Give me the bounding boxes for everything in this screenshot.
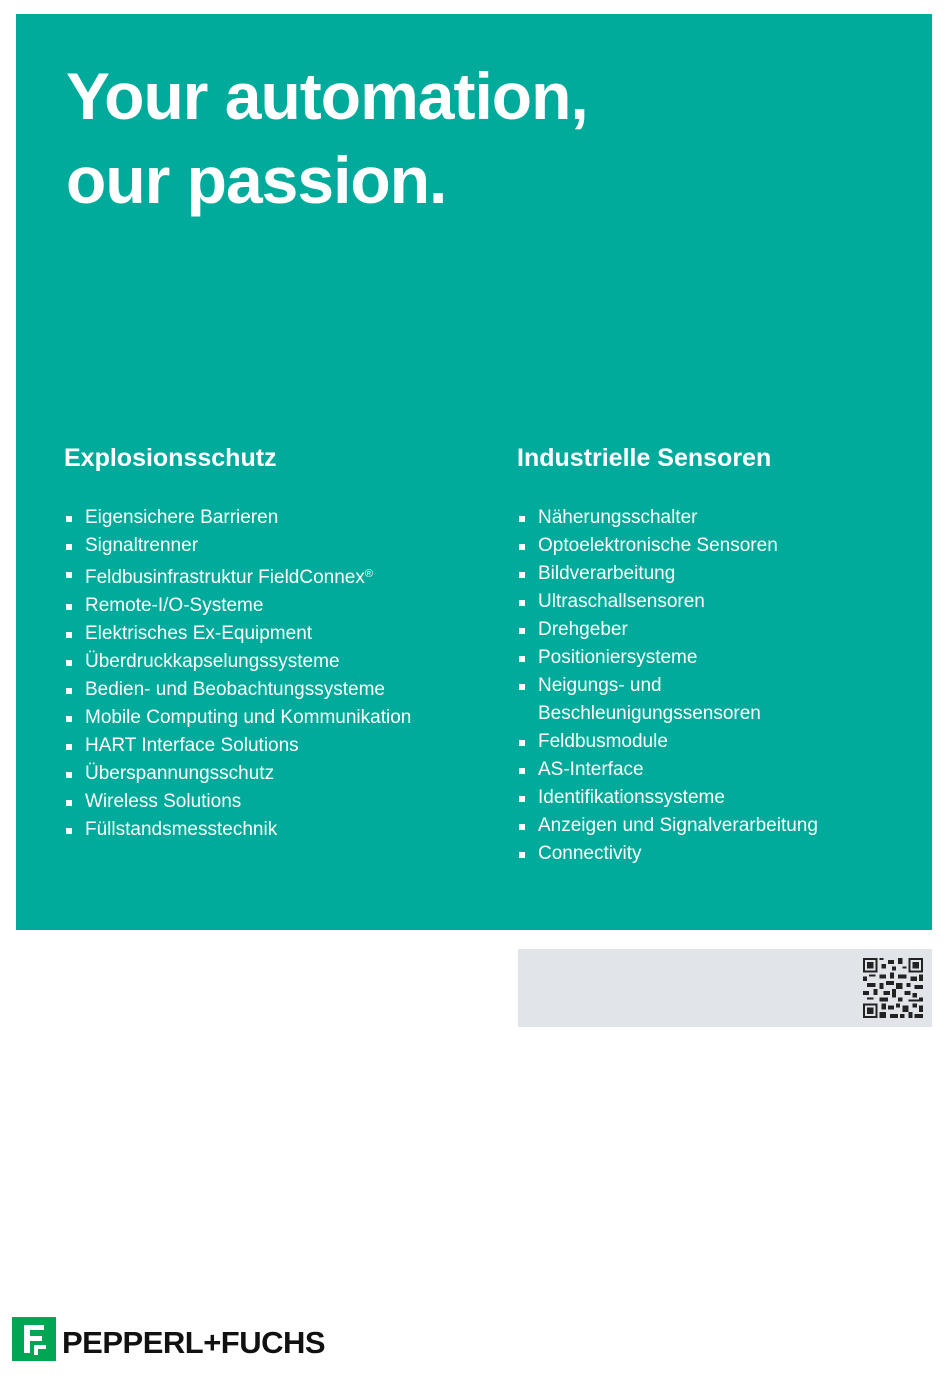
list-item: HART Interface Solutions xyxy=(64,732,484,760)
list-item: Connectivity xyxy=(517,840,917,868)
headline-line-1: Your automation, xyxy=(66,59,588,133)
list-item: Elektrisches Ex-Equipment xyxy=(64,620,484,648)
list-item: Eigensichere Barrieren xyxy=(64,504,484,532)
qr-code-icon[interactable] xyxy=(863,958,923,1018)
list-item: Remote-I/O-Systeme xyxy=(64,592,484,620)
column-title: Industrielle Sensoren xyxy=(517,444,772,472)
list-item: Signaltrenner xyxy=(64,532,484,560)
list-item: Feldbusmodule xyxy=(517,728,917,756)
qr-code-box xyxy=(518,949,932,1027)
list-item: Drehgeber xyxy=(517,616,917,644)
list-item: Positioniersysteme xyxy=(517,644,917,672)
column-title: Explosionsschutz xyxy=(64,444,277,472)
list-item: Anzeigen und Signalverarbeitung xyxy=(517,812,917,840)
list-item-text: Feldbusinfrastruktur FieldConnex xyxy=(85,567,365,588)
list-item: AS-Interface xyxy=(517,756,917,784)
list-item: Ultraschallsensoren xyxy=(517,588,917,616)
list-item: Neigungs- und Beschleunigungssensoren xyxy=(517,672,817,728)
list-item: Bildverarbeitung xyxy=(517,560,917,588)
list-item: Füllstandsmesstechnik xyxy=(64,816,484,844)
list-item: Mobile Computing und Kommunikation xyxy=(64,704,484,732)
list-item: Überspannungsschutz xyxy=(64,760,484,788)
teal-panel xyxy=(16,14,932,930)
list-item: Überdruckkapselungssysteme xyxy=(64,648,484,676)
column-explosionsschutz xyxy=(64,442,484,844)
product-list xyxy=(517,504,917,868)
column-industrielle-sensoren xyxy=(517,442,917,868)
company-logo[interactable] xyxy=(12,1316,325,1362)
list-item: Näherungsschalter xyxy=(517,504,917,532)
headline-line-2: our passion. xyxy=(66,143,447,217)
logo-wordmark: PEPPERL+FUCHS xyxy=(62,1325,326,1360)
registered-trademark: ® xyxy=(364,568,373,580)
list-item: Identifikationssysteme xyxy=(517,784,917,812)
list-item xyxy=(64,560,484,592)
headline xyxy=(66,54,588,222)
product-list xyxy=(64,504,484,844)
list-item: Optoelektronische Sensoren xyxy=(517,532,917,560)
list-item: Wireless Solutions xyxy=(64,788,484,816)
list-item: Bedien- und Beobachtungssysteme xyxy=(64,676,484,704)
pepperl-fuchs-logo-mark-icon xyxy=(12,1317,56,1361)
